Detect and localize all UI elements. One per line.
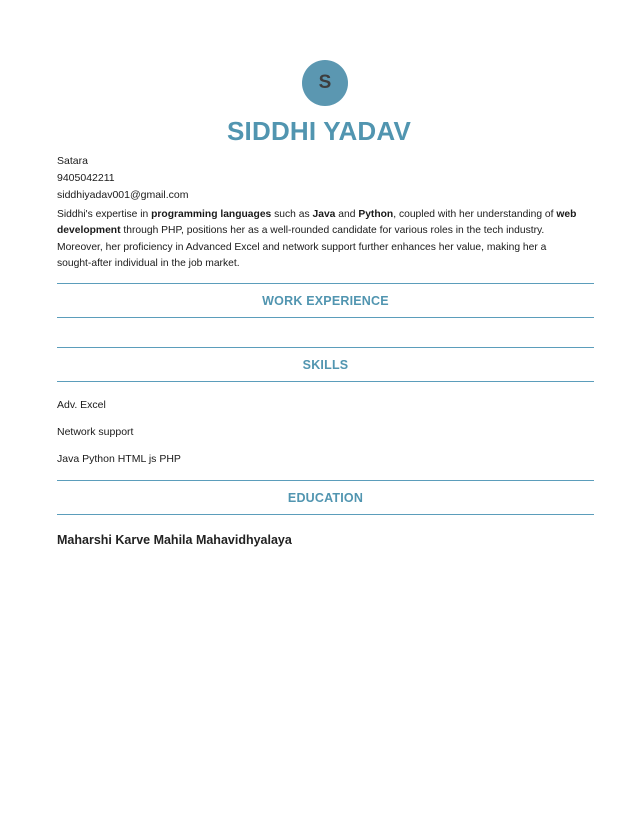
candidate-name: SIDDHI YADAV — [227, 116, 411, 146]
contact-location: Satara — [57, 155, 88, 167]
skill-item: Adv. Excel — [57, 399, 106, 411]
summary-bold-python: Python — [358, 209, 394, 220]
education-institution: Maharshi Karve Mahila Mahavidhyalaya — [57, 533, 292, 547]
contact-phone: 9405042211 — [57, 172, 115, 184]
skill-item: Network support — [57, 426, 134, 438]
section-skills — [57, 347, 594, 382]
section-work-experience — [57, 283, 594, 318]
contact-email: siddhiyadav001@gmail.com — [57, 189, 189, 201]
summary-bold-java: Java — [312, 209, 336, 220]
summary-paragraph — [57, 207, 582, 273]
summary-text-2: such as — [271, 209, 313, 220]
summary-text-4: , coupled with her understanding of — [393, 209, 557, 220]
summary-text-3: and — [335, 209, 359, 220]
summary-text-5: through PHP, positions her as a well-rounded candidate for various roles in the tech industry. Moreover, her proficiency in Advanced Excel and network support further enhances her value, making her a sought-after individual in the job market. — [57, 225, 547, 270]
summary-bold-web-development: web development — [57, 209, 577, 237]
section-title-education: EDUCATION — [287, 490, 364, 505]
avatar — [302, 60, 348, 106]
section-title-work-experience: WORK EXPERIENCE — [262, 293, 389, 308]
section-title-skills: SKILLS — [302, 357, 349, 372]
summary-bold-programming-languages: programming languages — [151, 209, 272, 220]
summary-text-1: Siddhi's expertise in — [57, 209, 152, 220]
section-education — [57, 480, 594, 515]
avatar-initial: S — [318, 72, 332, 93]
skill-item: Java Python HTML js PHP — [57, 453, 181, 465]
contact-block — [57, 153, 188, 204]
